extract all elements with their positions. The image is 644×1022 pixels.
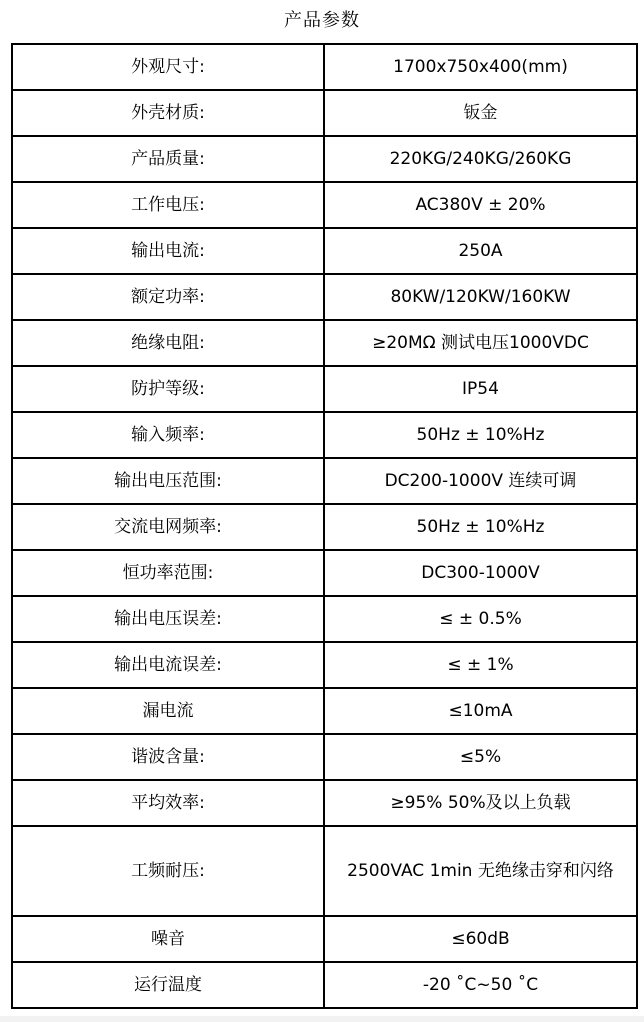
table-row bbox=[12, 228, 637, 274]
table-row bbox=[12, 90, 637, 136]
table-row bbox=[12, 596, 637, 642]
row-label-dimensions: 外观尺寸: bbox=[12, 44, 324, 90]
row-value-output-voltage-range: DC200-1000V 连续可调 bbox=[324, 458, 637, 504]
row-value-operating-temperature: -20 ˚C~50 ˚C bbox=[324, 962, 637, 1008]
row-value-working-voltage: AC380V ± 20% bbox=[324, 182, 637, 228]
row-label-housing-material: 外壳材质: bbox=[12, 90, 324, 136]
row-label-input-frequency: 输入频率: bbox=[12, 412, 324, 458]
row-label-output-voltage-error: 输出电压误差: bbox=[12, 596, 324, 642]
row-value-leakage-current: ≤10mA bbox=[324, 688, 637, 734]
row-value-output-current: 250A bbox=[324, 228, 637, 274]
row-value-constant-power-range: DC300-1000V bbox=[324, 550, 637, 596]
table-row bbox=[12, 320, 637, 366]
row-label-insulation-resistance: 绝缘电阻: bbox=[12, 320, 324, 366]
table-row bbox=[12, 44, 637, 90]
row-label-weight: 产品质量: bbox=[12, 136, 324, 182]
row-label-output-current: 输出电流: bbox=[12, 228, 324, 274]
table-row bbox=[12, 826, 637, 916]
table-row bbox=[12, 642, 637, 688]
table-row bbox=[12, 780, 637, 826]
page-title: 产品参数 bbox=[284, 10, 360, 31]
page-bottom-divider bbox=[0, 1016, 644, 1022]
row-label-rated-power: 额定功率: bbox=[12, 274, 324, 320]
row-label-average-efficiency: 平均效率: bbox=[12, 780, 324, 826]
row-value-average-efficiency: ≥95% 50%及以上负载 bbox=[324, 780, 637, 826]
row-value-insulation-resistance: ≥20MΩ 测试电压1000VDC bbox=[324, 320, 637, 366]
table-row bbox=[12, 504, 637, 550]
row-label-protection-level: 防护等级: bbox=[12, 366, 324, 412]
row-label-grid-frequency: 交流电网频率: bbox=[12, 504, 324, 550]
row-value-rated-power: 80KW/120KW/160KW bbox=[324, 274, 637, 320]
row-value-protection-level: IP54 bbox=[324, 366, 637, 412]
row-value-weight: 220KG/240KG/260KG bbox=[324, 136, 637, 182]
row-label-leakage-current: 漏电流 bbox=[12, 688, 324, 734]
row-value-housing-material: 钣金 bbox=[324, 90, 637, 136]
table-row bbox=[12, 550, 637, 596]
row-label-constant-power-range: 恒功率范围: bbox=[12, 550, 324, 596]
row-value-output-current-error: ≤ ± 1% bbox=[324, 642, 637, 688]
row-value-withstand-voltage: 2500VAC 1min 无绝缘击穿和闪络 bbox=[324, 826, 637, 916]
row-label-harmonic-content: 谐波含量: bbox=[12, 734, 324, 780]
table-row bbox=[12, 688, 637, 734]
row-label-noise: 噪音 bbox=[12, 916, 324, 962]
row-value-input-frequency: 50Hz ± 10%Hz bbox=[324, 412, 637, 458]
table-row bbox=[12, 182, 637, 228]
row-value-harmonic-content: ≤5% bbox=[324, 734, 637, 780]
row-label-output-voltage-range: 输出电压范围: bbox=[12, 458, 324, 504]
row-value-output-voltage-error: ≤ ± 0.5% bbox=[324, 596, 637, 642]
table-row bbox=[12, 734, 637, 780]
row-value-grid-frequency: 50Hz ± 10%Hz bbox=[324, 504, 637, 550]
table-row bbox=[12, 458, 637, 504]
row-label-output-current-error: 输出电流误差: bbox=[12, 642, 324, 688]
row-label-working-voltage: 工作电压: bbox=[12, 182, 324, 228]
table-row bbox=[12, 136, 637, 182]
table-row bbox=[12, 412, 637, 458]
row-value-noise: ≤60dB bbox=[324, 916, 637, 962]
table-row bbox=[12, 274, 637, 320]
table-row bbox=[12, 962, 637, 1008]
row-value-dimensions: 1700x750x400(mm) bbox=[324, 44, 637, 90]
row-label-operating-temperature: 运行温度 bbox=[12, 962, 324, 1008]
row-label-withstand-voltage: 工频耐压: bbox=[12, 826, 324, 916]
table-row bbox=[12, 366, 637, 412]
table-row bbox=[12, 916, 637, 962]
spec-table bbox=[11, 43, 638, 1009]
